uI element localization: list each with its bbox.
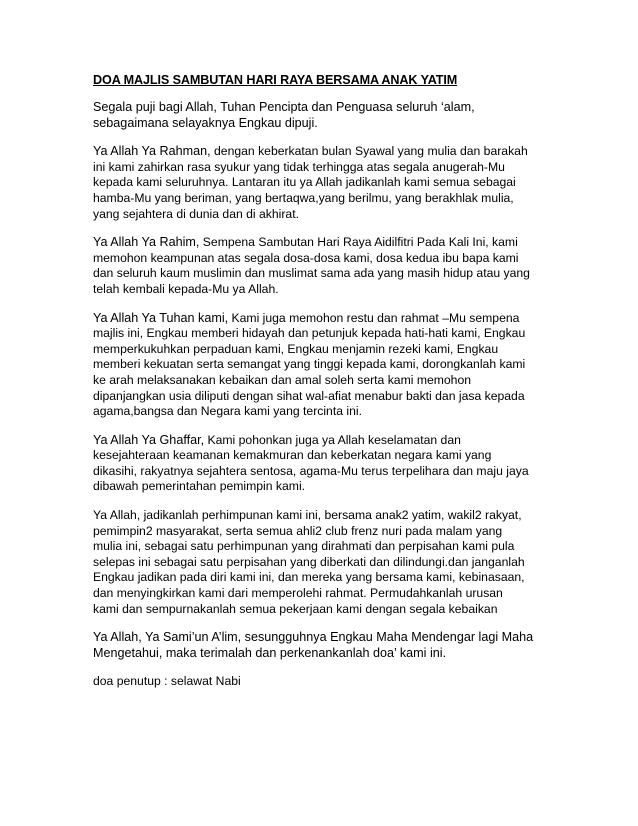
paragraph-line: dan menyingkirkan kami dari memperolehi rahmat. Permudahkanlah urusan <box>93 586 503 601</box>
paragraph-line: Sempena Sambutan Hari Raya Aidilfitri Pada Kali Ini, kami <box>199 235 518 250</box>
paragraph-line: dipanjangkan usia diliputi dengan sihat wal-afiat menabur bakti dan jasa kepada <box>93 388 525 403</box>
paragraph-line: Segala puji bagi Allah, Tuhan Pencipta dan Penguasa seluruh ‘alam, <box>93 100 475 114</box>
paragraph-line: hamba-Mu yang beriman, yang bertaqwa,yang berilmu, yang berakhlak mulia, <box>93 190 514 205</box>
paragraph-line: memohon keampunan atas segala dosa-dosa kami, dosa kedua ibu bapa kami <box>93 250 519 265</box>
paragraph-line: memberi kekuatan serta semangat yang tinggi kepada kami, dorongkanlah kami <box>93 357 526 372</box>
paragraph-line: ke arah melaksanakan kebaikan dan amal soleh serta kami memohon <box>93 372 472 387</box>
paragraph-ya-rahim <box>93 235 555 297</box>
paragraph-line: dan seluruh kaum muslimin dan muslimat sama ada yang masih hidup atau yang <box>93 266 530 281</box>
paragraph-line: memperkukuhkan perpaduan kami, Engkau menjamin rezeki kami, Engkau <box>93 341 499 356</box>
paragraph-opening-praise <box>93 100 555 131</box>
paragraph-line: sebagaimana selayaknya Engkau dipuji. <box>93 115 318 130</box>
paragraph-ya-allah-jadikanlah <box>93 508 555 617</box>
paragraph-line: Kami juga memohon restu dan rahmat –Mu sempena <box>228 310 520 325</box>
paragraph-lead: Ya Allah Ya Tuhan kami, <box>93 310 229 325</box>
paragraph-line: majlis ini, Engkau memberi hidayah dan petunjuk kepada hati-hati kami, Engkau <box>93 326 526 341</box>
paragraph-lead: Ya Allah Ya Rahim, <box>93 235 200 250</box>
paragraph-line: kesejahteraan keamanan kemakmuran dan keberkatan negara kami yang <box>93 448 492 463</box>
paragraph-line: yang sejahtera di dunia dan di akhirat. <box>93 206 299 221</box>
paragraph-line: Mengetahui, maka terimalah dan perkenankanlah doa’ kami ini. <box>93 645 447 660</box>
paragraph-line: agama,bangsa dan Negara kami yang tercinta ini. <box>93 404 362 419</box>
paragraph-line: pemimpin2 masyarakat, serta semua ahli2 club frenz nuri pada malam yang <box>93 523 503 538</box>
paragraph-line: Ya Allah, jadikanlah perhimpunan kami ini, bersama anak2 yatim, wakil2 rakyat, <box>93 508 522 523</box>
closing-note: doa penutup : selawat Nabi <box>93 674 241 689</box>
paragraph-line: kami dan sempurnakanlah semua pekerjaan kami dengan segala kebaikan <box>93 601 498 616</box>
paragraph-ya-ghaffar <box>93 433 555 495</box>
paragraph-line: dengan keberkatan bulan Syawal yang mulia dan barakah <box>210 144 528 159</box>
paragraph-lead: Ya Allah Ya Rahman, <box>93 144 211 159</box>
paragraph-line: selepas ini sebagai satu perpisahan yang diberkati dan dilindungi.dan janganlah <box>93 554 525 569</box>
paragraph-line: kepada kami seluruhnya. Lantaran itu ya Allah jadikanlah kami semua sebagai <box>93 175 516 190</box>
paragraph-line: dikasihi, rakyatnya sejahtera sentosa, agama-Mu terus terpelihara dan maju jaya <box>93 463 529 478</box>
paragraph-line: dibawah pemerintahan pemimpin kami. <box>93 479 306 494</box>
paragraph-line: Kami pohonkan juga ya Allah keselamatan dan <box>204 432 461 447</box>
paragraph-line: mulia ini, sebagai satu perhimpunan yang dirahmati dan perpisahan kami pula <box>93 539 515 554</box>
document-title: DOA MAJLIS SAMBUTAN HARI RAYA BERSAMA ANAK YATIM <box>93 73 458 87</box>
paragraph-ya-rahman <box>93 144 555 222</box>
paragraph-ya-tuhan-kami <box>93 311 555 420</box>
paragraph-lead: Ya Allah Ya Ghaffar, <box>93 432 205 447</box>
paragraph-line: ini kami zahirkan rasa syukur yang tidak terhingga atas segala anugerah-Mu <box>93 159 505 174</box>
document-page <box>93 73 555 690</box>
paragraph-line: telah kembali kepada-Mu ya Allah. <box>93 281 279 296</box>
paragraph-line: Ya Allah, Ya Sami’un A’lim, sesungguhnya Engkau Maha Mendengar lagi Maha <box>93 630 534 645</box>
paragraph-line: Engkau jadikan pada diri kami ini, dan mereka yang bersama kami, kebinasaan, <box>93 570 525 585</box>
paragraph-ya-samiun-alim <box>93 630 555 661</box>
